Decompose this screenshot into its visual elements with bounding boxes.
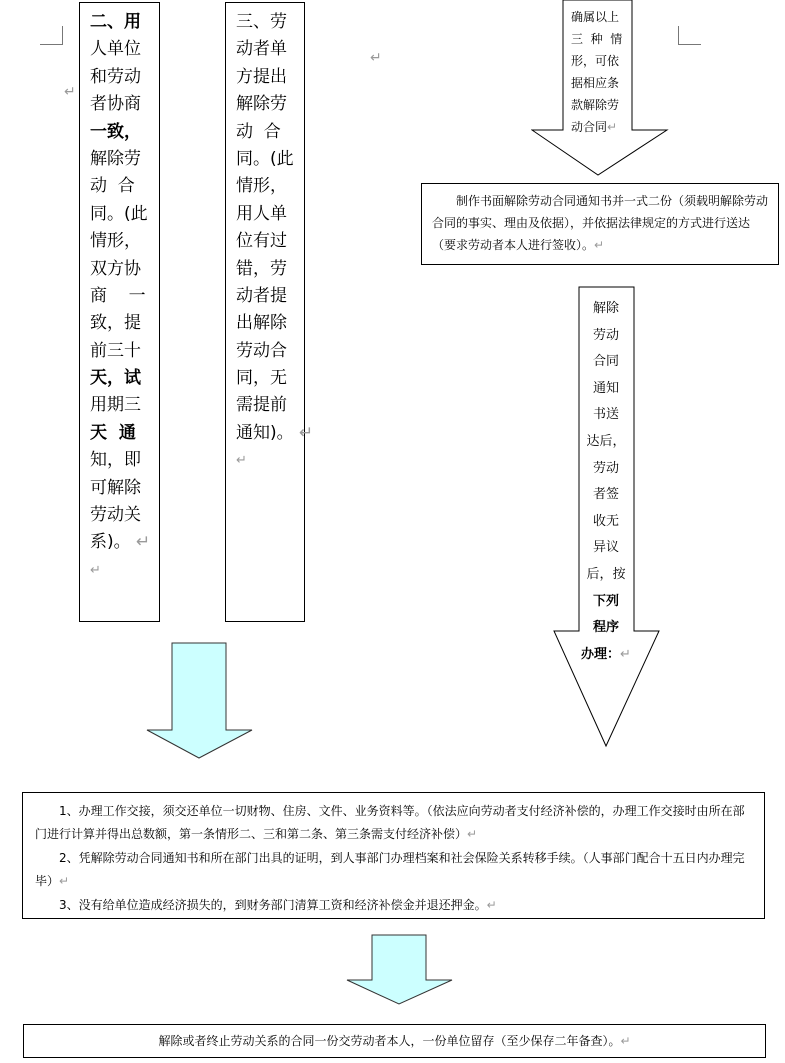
box-case-two [79, 2, 160, 622]
arrow-middle-line: 解除 [592, 301, 619, 316]
text-line: 情形， [236, 176, 287, 197]
paragraph-mark: ↵ [293, 422, 314, 443]
text-line: 系)。 ↵ [90, 532, 151, 553]
arrow-top-line: 三 种 情 [571, 32, 623, 46]
text-line: 出解除 [236, 313, 287, 334]
paragraph-mark: ↵ [370, 50, 382, 66]
crop-mark-top-left [40, 26, 63, 45]
text-line: 人单位 [90, 39, 141, 60]
text-line: 方提出 [236, 66, 287, 87]
box-case-three-text [236, 9, 314, 475]
arrow-top-line: 款解除劳 [571, 98, 620, 112]
final-text: 解除或者终止劳动关系的合同一份交劳动者本人，一份单位留存（至少保存二年备查）。 [158, 1034, 621, 1048]
text-line: 情形， [90, 231, 141, 252]
text-line: 商 一 [90, 285, 146, 306]
text-line: 同，无 [236, 368, 287, 389]
arrow-middle-line: 异议 [592, 540, 619, 556]
paragraph-mark: ↵ [64, 84, 76, 100]
arrow-middle-text [578, 296, 634, 668]
arrow-middle-line: 收无 [592, 513, 619, 529]
text-line: 和劳动 [90, 66, 141, 87]
arrow-middle-line: 合同 [592, 354, 619, 370]
text-line: 天，试 [90, 368, 141, 389]
text-line: 用人单 [236, 203, 287, 224]
arrow-middle-bold-line: 下列 [592, 593, 619, 609]
text-line: 错，劳 [236, 258, 287, 279]
paragraph-mark: ↵ [130, 532, 151, 553]
arrow-middle-line: 书送 [592, 407, 619, 423]
procedure-item-3: 3、没有给单位造成经济损失的，到财务部门清算工资和经济补偿金并退还押金。↵ [59, 897, 497, 912]
text-line: 用期三 [90, 395, 141, 416]
arrow-top-text [571, 6, 635, 138]
text-line: 通知)。 ↵ [236, 422, 314, 443]
text-line: 动者单 [236, 39, 287, 60]
procedure-item-2: 2、凭解除劳动合同通知书和所在部门出具的证明，到人事部门办理档案和社会保险关系转移手续。（人事部门配合十五日内办理完毕）↵ [35, 850, 745, 889]
text-line: 一致， [90, 121, 141, 142]
text-line: 前三十 [90, 340, 141, 361]
arrow-middle-line: 者签 [592, 487, 619, 503]
notice-text: 制作书面解除劳动合同通知书并一式二份（须载明解除劳动合同的事实、理由及依据），并依据法律规定的方式进行送达（要求劳动者本人进行签收）。 [432, 194, 769, 252]
paragraph-mark: ↵ [90, 562, 101, 578]
text-line: 劳动关 [90, 505, 141, 526]
text-line: 解除劳 [236, 94, 287, 115]
arrow-top-line: 确属以上 [571, 10, 620, 24]
arrow-middle-line: 达后， [586, 433, 626, 449]
arrow-top-line: 动合同↵ [571, 120, 618, 134]
procedure-item-1: 1、办理工作交接，须交还单位一切财物、住房、文件、业务资料等。（依法应向劳动者支付经济补偿的，办理工作交接时由所在部门进行计算并得出总数额，第一条情形二、三和第二条、第三条需支付经济补偿）↵ [35, 804, 745, 842]
text-line: 劳动合 [236, 340, 287, 361]
text-line: 双方协 [90, 258, 141, 279]
text-line: 者协商 [90, 94, 141, 115]
arrow-middle-line: 劳动 [592, 327, 619, 343]
arrow-middle-line: 通知 [592, 380, 619, 396]
arrow-middle-bold-line: 程序 [592, 620, 619, 636]
arrow-middle-line: 后，按 [586, 566, 626, 582]
text-line: 位有过 [236, 231, 287, 252]
box-case-three [225, 2, 314, 622]
cyan-down-arrow-bottom [345, 934, 455, 1006]
text-line: 解除劳 [90, 148, 141, 169]
text-line: 可解除 [90, 477, 141, 498]
arrow-top-line: 形，可依 [571, 54, 620, 68]
text-line: 动 合 [236, 121, 281, 142]
text-line: 三、劳 [236, 12, 287, 32]
text-line: 致，提 [90, 313, 141, 334]
arrow-middle-line: 劳动 [592, 460, 619, 476]
box-case-two-text [90, 9, 159, 584]
procedure-box [22, 792, 765, 919]
final-box [23, 1024, 766, 1058]
text-line: 动者提 [236, 285, 287, 306]
arrow-top-line: 据相应条 [571, 76, 620, 90]
arrow-middle-bold-line: 办理：↵ [581, 646, 631, 662]
text-line: 天 通 [90, 422, 136, 443]
text-line: 同。(此 [90, 203, 148, 224]
paragraph-mark: ↵ [620, 1034, 631, 1048]
cyan-down-arrow-left [145, 642, 255, 760]
text-line: 动 合 [90, 176, 135, 197]
paragraph-mark: ↵ [594, 238, 605, 252]
notice-box [421, 183, 779, 265]
text-line: 二、用 [90, 12, 141, 32]
paragraph-mark: ↵ [236, 453, 247, 469]
text-line: 同。(此 [236, 148, 294, 169]
text-line: 知，即 [90, 450, 141, 471]
crop-mark-top-right [678, 26, 701, 45]
text-line: 需提前 [236, 395, 287, 416]
